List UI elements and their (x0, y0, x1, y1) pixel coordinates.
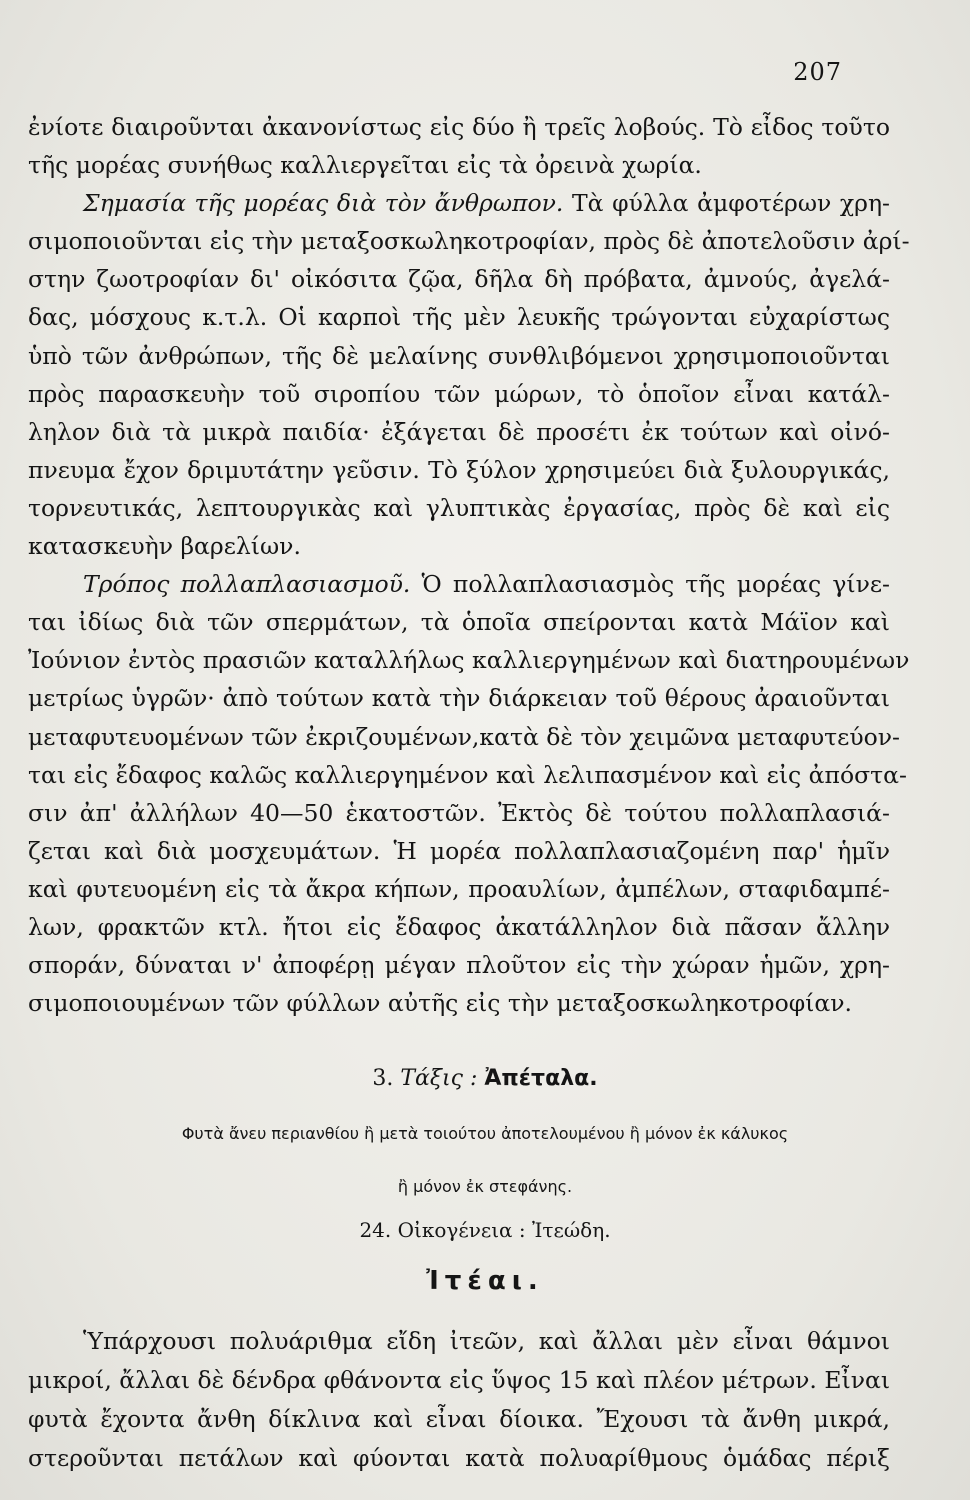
text-line: στεροῦνται πετάλων καὶ φύονται κατὰ πολυαρίθμους ὁμάδας πέριξ (28, 1444, 890, 1472)
genus-text (28, 1322, 890, 1478)
text-line: Ἰούνιον ἐντὸς πρασιῶν καταλλήλως καλλιεργημένων καὶ διατηρουμένων (28, 646, 910, 675)
text-line: πρὸς παρασκευὴν τοῦ σιροπίου τῶν μώρων, τὸ ὁποῖον εἶναι κατάλ- (28, 379, 890, 408)
section-name: Ἀπέταλα. (484, 1066, 598, 1091)
text-line: ται εἰς ἔδαφος καλῶς καλλιεργημένον καὶ λελιπασμένον καὶ εἰς ἀπόστα- (28, 760, 907, 789)
text-line: λων, φρακτῶν κτλ. ἤτοι εἰς ἔδαφος ἀκατάλληλον διὰ πᾶσαν ἄλλην (28, 912, 890, 941)
text-line: τορνευτικάς, λεπτουργικὰς καὶ γλυπτικὰς ἐργασίας, πρὸς δὲ καὶ εἰς (28, 493, 890, 522)
section-description: Φυτὰ ἄνευ περιανθίου ἢ μετὰ τοιούτου ἀποτελουμένου ἢ μόνον ἐκ κάλυκος (181, 1124, 789, 1143)
family-heading: 24. Οἰκογένεια : Ἰτεώδη. (359, 1218, 611, 1242)
paragraph-heading-line (28, 565, 890, 603)
text-line: μεταφυτευομένων τῶν ἐκριζουμένων,κατὰ δὲ τὸν χειμῶνα μεταφυτεύον- (28, 722, 901, 751)
text-line: στην ζωοτροφίαν δι' οἰκόσιτα ζῷα, δῆλα δὴ πρόβατα, ἀμνούς, ἀγελά- (28, 265, 890, 294)
text-fragment: Τὰ φύλλα ἀμφοτέρων χρη- (563, 189, 890, 218)
section-heading (0, 1066, 970, 1091)
section-label: Τάξις : (400, 1066, 478, 1091)
text-line: ζεται καὶ διὰ μοσχευμάτων. Ἡ μορέα πολλαπλασιαζομένη παρ' ἡμῖν (28, 836, 890, 865)
text-line: μετρίως ὑγρῶν· ἀπὸ τούτων κατὰ τὴν διάρκειαν τοῦ θέρους ἀραιοῦνται (28, 684, 890, 713)
genus-heading: Ἰτέαι. (426, 1266, 544, 1296)
paragraph-heading: Τρόπος πολλαπλασιασμοῦ. (83, 570, 411, 599)
text-line: Ὑπάρχουσι πολυάριθμα εἴδη ἰτεῶν, καὶ ἄλλαι μὲν εἶναι θάμνοι (83, 1327, 890, 1355)
text-line: ληλον διὰ τὰ μικρὰ παιδία· ἐξάγεται δὲ προσέτι ἐκ τούτων καὶ οἰνό- (28, 417, 890, 446)
text-line: φυτὰ ἔχοντα ἄνθη δίκλινα καὶ εἶναι δίοικα. Ἔχουσι τὰ ἄνθη μικρά, (28, 1405, 890, 1433)
text-line: ἐνίοτε διαιροῦνται ἀκανονίστως εἰς δύο ἢ τρεῖς λοβούς. Τὸ εἶδος τοῦτο (28, 113, 890, 141)
text-line: καὶ φυτευομένη εἰς τὰ ἄκρα κήπων, προαυλίων, ἀμπέλων, σταφιδαμπέ- (28, 874, 890, 903)
main-text (28, 108, 910, 1022)
text-line: δας, μόσχους κ.τ.λ. Οἱ καρποὶ τῆς μὲν λευκῆς τρώγονται εὐχαρίστως (28, 303, 890, 332)
paragraph-heading: Σημασία τῆς μορέας διὰ τὸν ἄνθρωπον. (83, 189, 564, 218)
text-line: σιμοποιοῦνται εἰς τὴν μεταξοσκωληκοτροφίαν, πρὸς δὲ ἀποτελοῦσιν ἀρί- (28, 227, 910, 256)
text-fragment: Ὁ πολλαπλασιασμὸς τῆς μορέας γίνε- (410, 570, 890, 599)
paragraph-heading-line (28, 184, 890, 222)
text-line: σποράν, δύναται ν' ἀποφέρῃ μέγαν πλοῦτον εἰς τὴν χώραν ἡμῶν, χρη- (28, 951, 890, 980)
text-line: σιμοποιουμένων τῶν φύλλων αὐτῆς εἰς τὴν μεταξοσκωληκοτροφίαν. (28, 989, 853, 1018)
section-description: ἢ μόνον ἐκ στεφάνης. (397, 1177, 573, 1196)
page-number: 207 (793, 58, 842, 86)
section-number: 3. (372, 1066, 394, 1091)
text-line: τῆς μορέας συνήθως καλλιεργεῖται εἰς τὰ ὀρεινὰ χωρία. (28, 151, 702, 180)
text-line: μικροί, ἄλλαι δὲ δένδρα φθάνοντα εἰς ὕψος 15 καὶ πλέον μέτρων. Εἶναι (28, 1366, 891, 1394)
text-line: πνευμα ἔχον δριμυτάτην γεῦσιν. Τὸ ξύλον χρησιμεύει διὰ ξυλουργικάς, (28, 455, 890, 484)
text-line: ται ἰδίως διὰ τῶν σπερμάτων, τὰ ὁποῖα σπείρονται κατὰ Μάϊον καὶ (28, 608, 890, 637)
text-line: σιν ἀπ' ἀλλήλων 40—50 ἑκατοστῶν. Ἐκτὸς δὲ τούτου πολλαπλασιά- (28, 798, 890, 827)
text-line: κατασκευὴν βαρελίων. (28, 532, 301, 561)
text-line: ὑπὸ τῶν ἀνθρώπων, τῆς δὲ μελαίνης συνθλιβόμενοι χρησιμοποιοῦνται (28, 341, 890, 370)
